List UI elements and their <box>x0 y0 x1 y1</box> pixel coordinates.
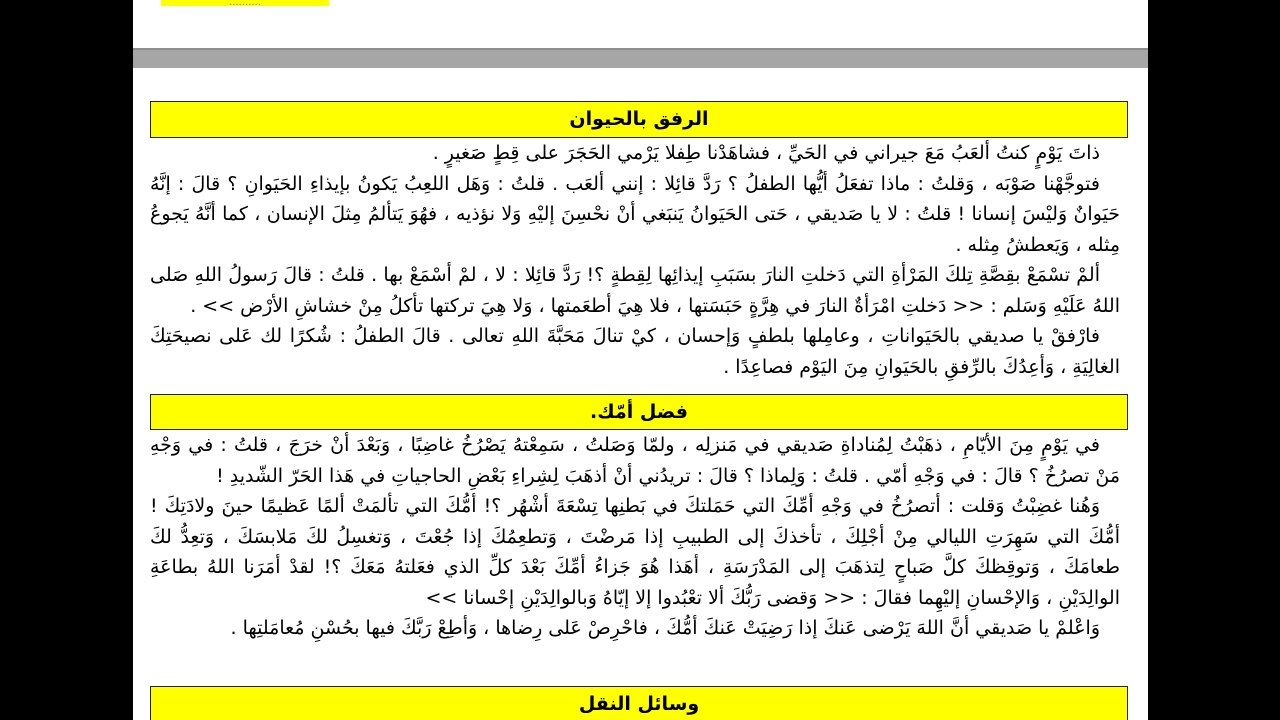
paragraph: فتوجَّهْنا صَوْبَه ، وَقلتُ : ماذا تفعَلُ أيُّها الطفلُ ؟ رَدَّ قائِلا : إنني ألعَب . قلتُ : وَهَل اللعِبُ يَكونُ بإيذاءِ الحَيَوانِ ؟ قالَ : إنَّهُ حَيَوانٌ وَليْسَ إنسانا ! قلتُ : لا يا صَديقي ، حَتى الحَيَوانُ يَنبَغي أنْ نحْسِنَ إليْهِ وَلا نؤذيه ، فهُوَ يَتألمُ مِثلَ الإنسان ، كما أنَّهُ يَجوعُ مِثله ، وَيَعطشُ مِثله . <box>150 172 1120 256</box>
paragraph: ألمْ تسْمَعْ بقِصَّةِ تِلكَ المَرْأةِ التي دَخلتِ النارَ بسَبَبِ إيذائِها لِقِطةٍ ؟! رَدَّ قائِلا : لا ، لمْ أسْمَعْ بها . قلتُ : قالَ رَسولُ اللهِ صَلى اللهُ عَلَيْهِ وَسَلم : << دَخلتِ امْرَأةٌ النارَ في هِرَّةٍ حَبَسَتها ، فلا هِيَ أطعَمتها ، وَلا هِيَ تركتها تأكلُ مِنْ خشاشِ الأرْض >> . <box>150 264 1120 317</box>
section-body-animal-kindness <box>150 138 1120 394</box>
section-title-transport: وسائل النقل <box>150 686 1128 720</box>
paragraph: وَاعْلمْ يا صَديقي أنَّ اللهَ يَرْضى عَنكَ إذا رَضِيَتْ عَنكَ أمُّكَ ، فاحْرِصْ عَلى رِضاها ، وَأطِعْ رَبَّكَ فيها بحُسْنِ مُعامَلتِها . <box>230 617 1100 639</box>
top-highlight-strip: .......... <box>161 0 329 6</box>
section-title-animal-kindness: الرفق بالحيوان <box>150 101 1128 138</box>
page-separator <box>133 48 1148 68</box>
paragraph: في يَوْمٍ مِنَ الأيّامِ ، ذهَبْتُ لِمُناداةِ صَديقي في مَنزلِه ، ولمّا وَصَلتُ ، سَمِعْتهُ يَصْرُخُ غاضِبًا ، وَبَعْدَ أنْ خرَجَ ، قلتُ : في وَجْهِ مَنْ تصرُخُ ؟ قالَ : في وَجْهِ أمّي . قلتُ : وَلِماذا ؟ قالَ : تريدُني أنْ أذهَبَ لِشِراءِ بَعْضِ الحاجياتِ في هَذا الحَرّ الشّديدِ ! <box>150 434 1120 487</box>
section-body-mother-virtue <box>150 430 1120 660</box>
document-page <box>133 0 1148 720</box>
paragraph: ذاتَ يَوْمٍ كنتُ ألعَبُ مَعَ جيراني في الحَيِّ ، فشاهَدْنا طِفلا يَرْمي الحَجَرَ على قِطٍ صَغيرٍ . <box>432 142 1100 164</box>
section-title-mother-virtue: فضل أمّك. <box>150 394 1128 430</box>
paragraph: وَهُنا غضِبْتُ وَقلت : أتصرُخُ في وَجْهِ أمِّكَ التي حَمَلتكَ في بَطنِها تِسْعَةَ أشْهُر ؟! أمُّكَ التي تألمَتْ ألمًا عَظيمًا حينَ ولادَتِكَ ! أمُّكَ التي سَهِرَتِ الليالي مِنْ أجْلِكَ ، تأخذكَ إلى الطبيبِ إذا مَرضْتَ ، وَتطعِمُكَ إذا جُعْتَ ، وَتغسِلُ لكَ مَلابسَكَ ، وَتعِدُّ لكَ طعامَكَ ، وَتوقِظكَ كلَّ صَباحٍ لِتذهَبَ إلى المَدْرَسَةِ ، أهَذا هُوَ جَزاءُ أمِّكَ بَعْدَ كلِّ الذي فعَلتهُ مَعَكَ ؟! لقدْ أمَرَنا اللهُ بطاعَةِ الوالِدَيْنِ ، وَالإحْسانِ إليْهِما فقالَ : << وَقضى رَبُّكَ ألا تعْبُدوا إلا إيّاهُ وَبالوالِدَيْنِ إحْسانا >> <box>150 495 1120 609</box>
paragraph: فارْفقْ يا صديقي بالحَيَواناتِ ، وعامِلها بلطفٍ وَإحسان ، كيْ تنالَ مَحَبَّةَ اللهِ تعالى . قالَ الطفلُ : شُكرًا لك عَلى نصيحَتِكَ الغالِيَةِ ، وَأعِدُكَ بالرِّفقِ بالحَيَوانِ مِنَ اليَوْم فصاعِدًا . <box>150 325 1120 378</box>
